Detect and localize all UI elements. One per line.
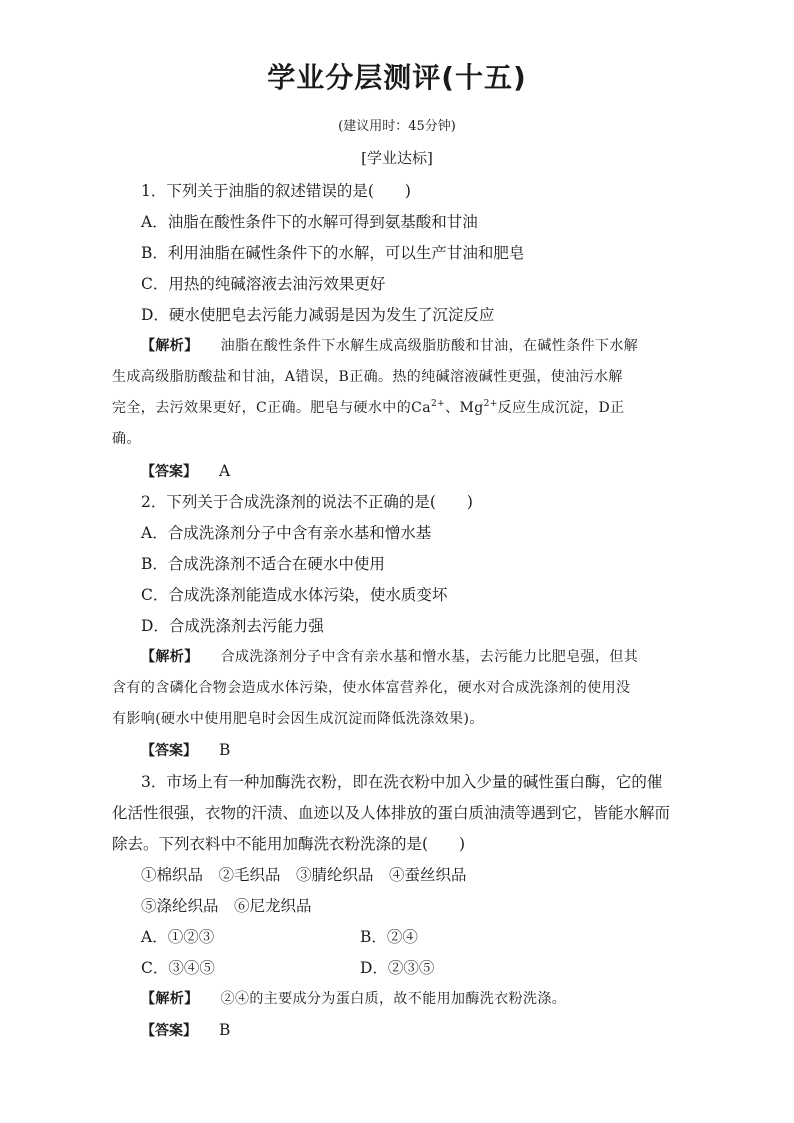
q3-stem: 3．市场上有一种加酶洗衣粉，即在洗衣粉中加入少量的碱性蛋白酶，它的催 bbox=[141, 773, 663, 791]
q3-answer: 【答案】 B bbox=[141, 1021, 231, 1039]
q2-explanation-line: 含有的含磷化合物会造成水体污染，使水体富营养化，硬水对合成洗涤剂的使用没 bbox=[112, 680, 631, 696]
explanation-tag: 【解析】 bbox=[141, 338, 199, 354]
q3-option-a: A．①②③ bbox=[141, 928, 215, 946]
q1-option-c: C．用热的纯碱溶液去油污效果更好 bbox=[141, 275, 386, 293]
q1-explanation: 【解析】 油脂在酸性条件下水解生成高级脂肪酸和甘油，在碱性条件下水解 bbox=[141, 338, 639, 354]
q1-explanation-line: 生成高级脂肪酸盐和甘油，A错误，B正确。热的纯碱溶液碱性更强，使油污水解 bbox=[112, 369, 623, 385]
q1-option-b: B．利用油脂在碱性条件下的水解，可以生产甘油和肥皂 bbox=[141, 244, 525, 262]
q1-option-d: D．硬水使肥皂去污能力减弱是因为发生了沉淀反应 bbox=[141, 306, 495, 324]
time-hint: (建议用时：45分钟) bbox=[338, 119, 456, 134]
q3-stem-line: 化活性很强，衣物的汗渍、血迹以及人体排放的蛋白质油渍等遇到它，皆能水解而 bbox=[112, 804, 671, 822]
q2-option-d: D．合成洗涤剂去污能力强 bbox=[141, 617, 324, 635]
q3-option-c: C．③④⑤ bbox=[141, 959, 215, 977]
q3-option-d: D．②③⑤ bbox=[360, 959, 435, 977]
q1-option-a: A．油脂在酸性条件下的水解可得到氨基酸和甘油 bbox=[141, 213, 478, 231]
q1-answer: 【答案】 A bbox=[141, 462, 231, 480]
answer-tag: 【答案】 bbox=[141, 464, 197, 480]
q3-items: ⑤涤纶织品 ⑥尼龙织品 bbox=[141, 897, 312, 915]
q2-stem: 2．下列关于合成洗涤剂的说法不正确的是( ) bbox=[141, 493, 473, 511]
q3-option-b: B．②④ bbox=[360, 928, 418, 946]
q2-explanation: 【解析】 合成洗涤剂分子中含有亲水基和憎水基，去污能力比肥皂强，但其 bbox=[141, 649, 639, 665]
q3-items: ①棉织品 ②毛织品 ③腈纶织品 ④蚕丝织品 bbox=[141, 866, 467, 884]
q2-option-a: A．合成洗涤剂分子中含有亲水基和憎水基 bbox=[141, 524, 432, 542]
q3-stem-line: 除去。下列衣料中不能用加酶洗衣粉洗涤的是( ) bbox=[112, 835, 466, 853]
explanation-tag: 【解析】 bbox=[141, 649, 199, 665]
explanation-tag: 【解析】 bbox=[141, 991, 199, 1007]
q2-option-b: B．合成洗涤剂不适合在硬水中使用 bbox=[141, 555, 385, 573]
q1-stem: 1．下列关于油脂的叙述错误的是( ) bbox=[141, 182, 411, 200]
page-title: 学业分层测评(十五) bbox=[267, 61, 527, 94]
q3-explanation: 【解析】 ②④的主要成分为蛋白质，故不能用加酶洗衣粉洗涤。 bbox=[141, 991, 567, 1007]
q2-answer: 【答案】 B bbox=[141, 741, 231, 759]
q1-explanation-line: 确。 bbox=[112, 431, 141, 447]
q2-option-c: C．合成洗涤剂能造成水体污染，使水质变坏 bbox=[141, 586, 448, 604]
answer-tag: 【答案】 bbox=[141, 743, 197, 759]
section-label: [学业达标] bbox=[361, 149, 433, 167]
answer-tag: 【答案】 bbox=[141, 1023, 197, 1039]
q2-explanation-line: 有影响(硬水中使用肥皂时会因生成沉淀而降低洗涤效果)。 bbox=[112, 711, 484, 727]
q1-explanation-line: 完全，去污效果更好，C正确。肥皂与硬水中的$Ca^{2+}$、$Mg^{2+}$反应生成沉淀，D正 bbox=[112, 399, 625, 416]
